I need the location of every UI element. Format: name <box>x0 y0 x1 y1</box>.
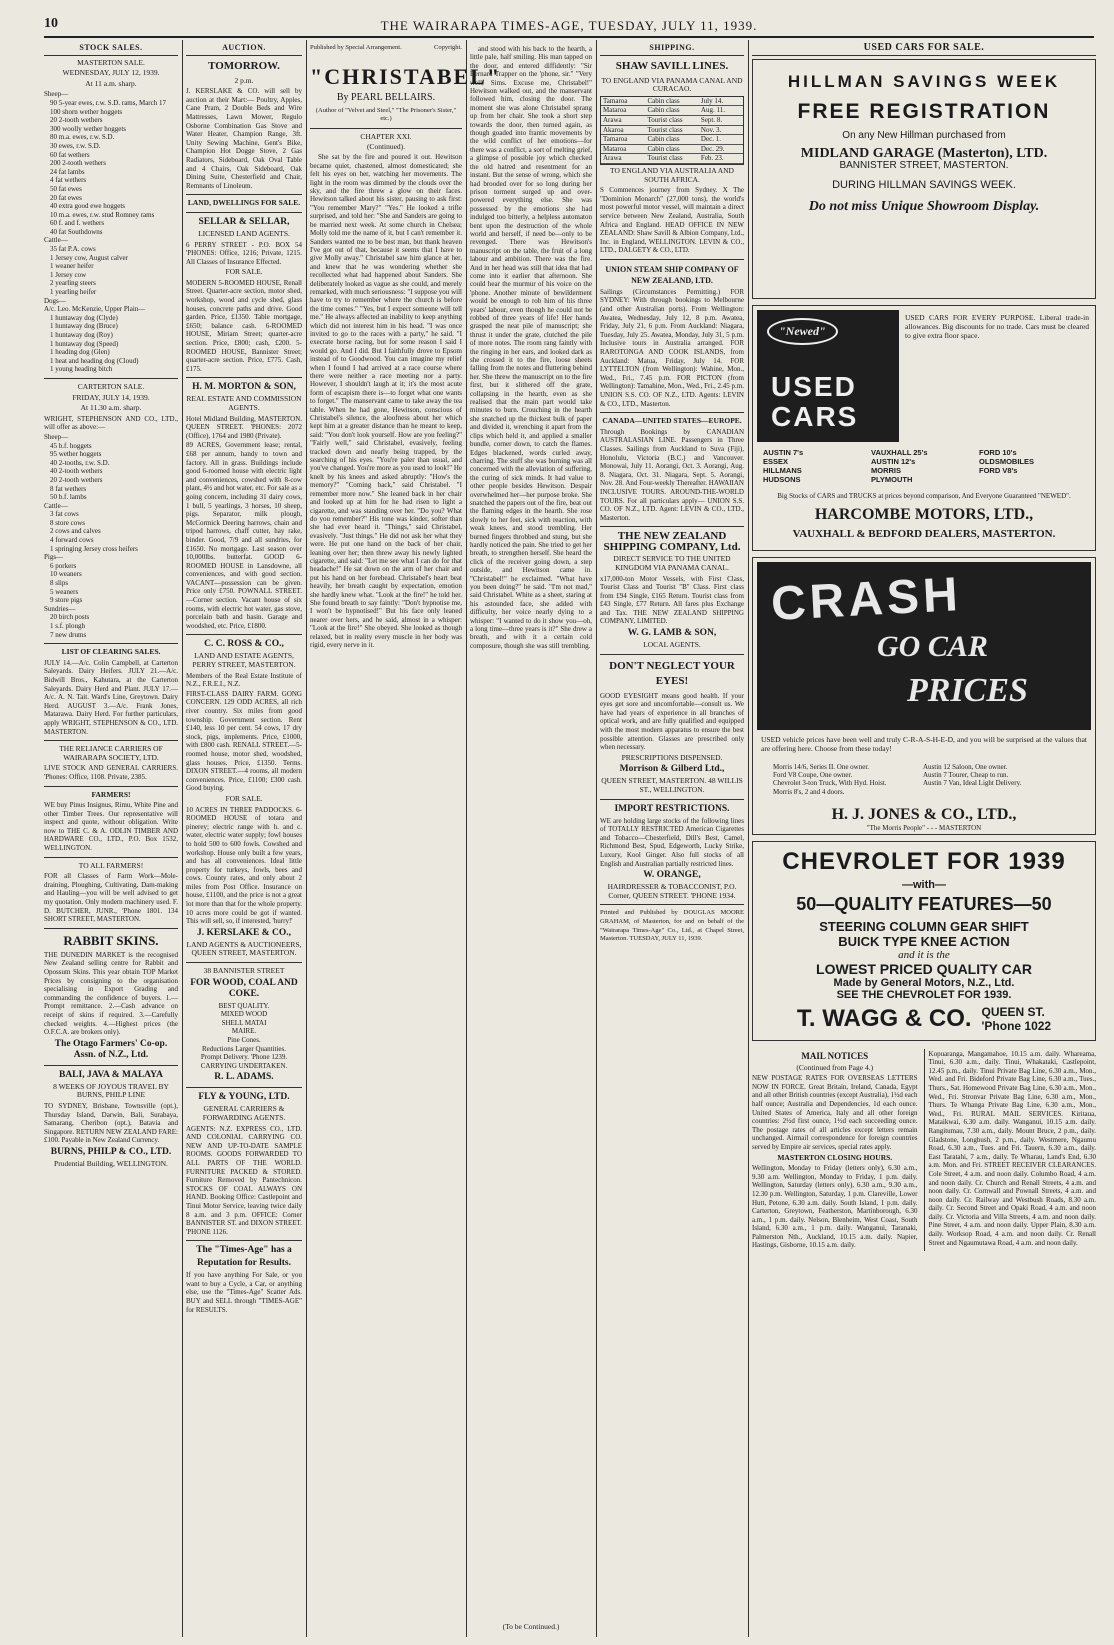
sale-line: 40 2-tooth wethers <box>50 467 103 476</box>
mail-notices-left <box>752 1049 918 1251</box>
union-text: Sailings (Circumstances Permitting.) FOR SYDNEY: With through bookings to Melbourne (and other Australian ports). From Wellington: Awatea, Wednesday, July 12, 8 p.m. Awatea, Friday, July 21, 6 p.m. From Auckland: Niagara, Tuesday, July 25. Awatea, Monday, July 31, 5 p.m. Inclusive tours in Australia arranged. FOR RAROTONGA AND COOK ISLANDS, from Auckland: Matua, Friday, July 14. FOR LYTTELTON (from Wellington): Wahine, Mon., Wed., Fri., 7.45 p.m. FOR PICTON (from Wellington): Tamahine, Mon., Wed., Fri., 2.45 p.m. UNION S.S. CO. OF N.Z., LTD. Agents: LEVIN & CO., LTD., Masterton. <box>600 287 744 408</box>
sailing-row <box>601 116 743 126</box>
column-rule <box>748 40 749 1637</box>
sale-line: 8 slips <box>50 579 69 588</box>
auction-column <box>186 44 302 1637</box>
steering-column: STEERING COLUMN GEAR SHIFT <box>819 918 1029 934</box>
sale-line: 4 forward cows <box>50 536 94 545</box>
lamb-agent: W. G. LAMB & SON, <box>627 628 717 639</box>
sale-line: 60 f. and f. wethers <box>50 219 105 228</box>
wood-line: Prompt Delivery. 'Phone 1239. <box>200 1053 288 1062</box>
sale-line: 45 b.f. hoggets <box>50 441 92 450</box>
car-model: HUDSONS <box>763 474 801 484</box>
used-cars-word: USED CARS <box>771 370 859 432</box>
imprint: Printed and Published by DOUGLAS MOORE GRAHAM, of Masterton, for and on behalf of the "Wairarapa Times-Age" Co., Ltd., at Chapel Street, Masterton. TUESDAY, JULY 11, 1939. <box>600 909 744 943</box>
continued-note: (Continued). <box>366 142 406 152</box>
sale-line: 10 weaners <box>50 570 82 579</box>
buick-action: BUICK TYPE KNEE ACTION <box>838 933 1010 949</box>
sailing-cell: Arawa <box>603 115 622 124</box>
tomorrow-text: J. KERSLAKE & CO. will sell by auction at their Mart:— Poultry, Apples, Cane Pram, 2 Double Beds and Wire Mattresses, Lawn Mower, Regulo Osborne Combination Gas Stove and Water Heater, Champion Range, 3ft. Unity Sewing Machine, Gent's Bike, Champion Hot Dogge Stove, 2 Gas Radiators, Sideboard, Oak Oval Table and 4 Chairs, Oak Sideboard, Oak Dining Suite, Chesterfield and Chair, Remnants of Linoleum. <box>186 87 302 190</box>
prices-word: PRICES <box>907 671 1028 709</box>
jones-name: H. J. JONES & CO., LTD., <box>831 805 1017 823</box>
canada-text: Through Bookings by CANADIAN AUSTRALASIAN LINE. Passengers in Three Classes. Sailings from Auckland to Suva (Fiji), Honolulu, Victoria (B.C.) and Vancouver. Monowai, July 11. Aorangi, Oct. 3. Aorangi, Aug. 8. Niagara, Oct. 31. Niagara, Sept. 5. Aorangi, Nov. 28. And Four-weekly Thereafter. HAWAIIAN INCLUSIVE TOURS. AROUND-THE-WORLD TOURS. For all particulars apply— UNION S.S. CO. OF N.Z., LTD. Agent: LEVIN & CO., LTD., Masterton. <box>600 427 744 522</box>
sale-line: 30 ewes, r.w. S.D. <box>50 141 101 150</box>
carterton-sale-title: CARTERTON SALE. <box>77 381 145 391</box>
auction-header: AUCTION. <box>186 44 302 56</box>
morton-text: Hotel Midland Building, MASTERTON. QUEEN STREET. 'PHONES: 2072 (Office), 1764 and 1980 (Private). <box>186 414 302 440</box>
shipping-header: SHIPPING. <box>600 44 744 56</box>
sale-line: 1 weaner heifer <box>50 262 94 271</box>
sale-line: 95 wether hoggets <box>50 450 102 459</box>
sailing-cell: Dec. 29. <box>700 144 725 153</box>
mail-continued: (Continued from Page 4.) <box>796 1062 874 1072</box>
import-title: IMPORT RESTRICTIONS. <box>614 803 730 814</box>
sailing-cell: Sept. 8. <box>700 115 723 124</box>
sale-line: 40 2-tooths, r.w. S.D. <box>50 458 110 467</box>
timesage-line2: Reputation for Results. <box>196 1258 292 1269</box>
nz-shipping-title: THE NEW ZEALAND SHIPPING COMPANY, Ltd. <box>603 530 741 554</box>
ross-title: C. C. ROSS & CO., <box>204 639 284 650</box>
sale-line: 10 m.a. ewes, r.w. stud Romney rams <box>50 210 155 219</box>
sale-line: 1 huntaway dog (Bruce) <box>50 322 118 331</box>
car-listing: Morris 14/6, Series II. One owner. <box>773 762 870 771</box>
midland-street: BANNISTER STREET, MASTERTON. <box>839 160 1009 172</box>
wood-address: 38 BANNISTER STREET <box>203 966 285 976</box>
car-listing: Austin 7 Tourer, Cheap to run. <box>923 771 1009 779</box>
car-model: PLYMOUTH <box>871 474 913 484</box>
see-chevrolet: SEE THE CHEVROLET FOR 1939. <box>836 988 1012 1001</box>
wagg-phone: 'Phone 1022 <box>981 1018 1052 1033</box>
carterton-sale-date: FRIDAY, JULY 14, 1939. <box>72 392 150 402</box>
sale-line: 1 Jersey cow <box>50 270 87 279</box>
bali-text: TO SYDNEY, Brisbane, Townsville (opt.), Thursday Island, Darwin, Bali, Surabaya, Samarang, Cheribon (opt.), Batavia and Singapore. RETURN NEW ZEALAND FARE: £100. Payable in New Zealand Currency. <box>44 1101 178 1145</box>
car-listing: Austin 7 Van, Ideal Light Delivery. <box>923 779 1022 788</box>
morrison-name: Morrison & Gilberd Ltd., <box>619 764 725 775</box>
carterton-sale-time: At 11.30 a.m. sharp. <box>80 403 142 413</box>
serial-story-continuation <box>470 44 592 1637</box>
sailing-cell: Cabin class <box>647 144 680 153</box>
sailing-cell: Cabin class <box>647 106 680 115</box>
fly-young-sub: GENERAL CARRIERS & FORWARDING AGENTS. <box>202 1104 286 1122</box>
sale-line: 2 cows and calves <box>50 527 101 536</box>
chev-and-it-is: and it is the <box>898 948 950 961</box>
sale-line: 1 huntaway dog (Speed) <box>50 339 119 348</box>
mail-notices <box>752 1049 1096 1251</box>
car-model: ESSEX <box>763 456 789 466</box>
wood-line: Reductions Larger Quantities. <box>201 1044 287 1053</box>
go-car-word: GO CAR <box>877 629 988 663</box>
wood-line: SHELL MATAI <box>221 1018 267 1027</box>
adams-name: R. L. ADAMS. <box>214 1072 274 1083</box>
sale-line: 1 s.f. plough <box>50 622 85 630</box>
sale-line: 1 heat and heading dog (Cloud) <box>50 356 139 365</box>
sailing-cell: Feb. 23. <box>700 154 724 163</box>
harcombe-ad <box>752 305 1096 551</box>
shaw-savill-sub2: TO ENGLAND VIA AUSTRALIA AND SOUTH AFRICA. <box>610 165 734 184</box>
sailing-cell: Mataroa <box>603 144 627 153</box>
sailing-row <box>601 106 743 116</box>
sailing-cell: Nov. 3. <box>700 125 722 134</box>
burns-philp-name: BURNS, PHILP & CO., LTD. <box>50 1146 172 1157</box>
car-model: OLDSMOBILES <box>979 456 1035 466</box>
harcombe-car-list <box>763 448 1087 484</box>
sale-line: 200 2-tooth wethers <box>50 159 106 168</box>
sailing-row <box>601 126 743 136</box>
farmers-text: WE buy Pinus Insignus, Rimu, White Pine and other Timber Trees. Our representative will inspect and quote, without obligation. Write now to THE C. & A. ODLIN TIMBER AND HARDWARE CO., LTD., P.O. Box 1532, WELLINGTON. <box>44 801 178 853</box>
wood-line: MIXED WOOD <box>220 1010 268 1019</box>
forsale-text: 10 ACRES IN THREE PADDOCKS. 6-ROOMED HOUSE of totara and pinerey; electric range with h. and c. water, electric water supply; fowl houses to hold 500 to 600 fowls. Cowshed and workshop. House only built a few years, and has all conveniences. Ideal little property for turkeys, fowls, bees and cows. County rates, and only about 2 miles from Post Office. Insurance on house, £1100, and the price is not a great lot more than that for the whole property. 10 acres more could be got if wanted. This will sell, so, if interested, 'hurry!' <box>186 805 302 926</box>
sellar-listing: MODERN 5-ROOMED HOUSE, Renall Street. Quarter-acre section, motor shed, workshop, wood and cycle shed, glass houses, concrete paths and drive. Good garden. Price, £1350. Table mortgage, £650; balance cash. 6-ROOMED HOUSE, Miriam Street; quarter-acre section. Price, £800; cash, £200. 5-ROOMED HOUSE, Bannister Street; quarter-acre section. Price, £775. Cash, £175. <box>186 278 302 373</box>
carriers-title: THE RELIANCE CARRIERS OF WAIRARAPA SOCIETY, LTD. <box>59 744 163 762</box>
newed-badge: "Newed" <box>767 318 838 345</box>
lamb-agent-sub: LOCAL AGENTS. <box>643 640 701 650</box>
column-rule <box>182 40 183 1637</box>
crash-word: CRASH <box>769 567 963 631</box>
shipping-column <box>600 44 744 1637</box>
sale-line: 20 2-tooth wethers <box>50 116 103 125</box>
car-listing: Ford V8 Coupe, One owner. <box>773 771 853 779</box>
orange-address: HAIRDRESSER & TOBACCONIST, P.O. Corner, QUEEN STREET. 'PHONE 1934. <box>607 882 737 900</box>
morton-listing: 89 ACRES, Government lease; rental, £68 per annum, handy to town and factory. All in grass. Buildings include good 6-roomed house with electric light and conveniences, cowshed with 8-cow plant, 4½ and hot water, etc. For sale as a going concern, including 31 dairy cows, 1 bull, 5 yearlings, 3 horses, 10 sheep, pigs. Separator, milk plough, McCormick Deering harrows, chain and tripod harrows, chaff cutter, hay rake, binder. Good, 7/9 and all sundries, for £1650. No mortgage. Last season over 10,000lbs. butterfat. GOOD 6-ROOMED HOUSE in Lansdowne, all conveniences, and with good section. VACANT—possession can be given. Price only £750. POWNALL STREET.—Corner section. Vacant house of six rooms, with electric hot water, gas stove, porcelain bath and basin. Garage and woodshed, etc. Price, £1800. <box>186 441 302 630</box>
serial-title: "CHRISTABEL" <box>310 64 502 90</box>
sale-line: 35 fat P.A. cows <box>50 245 96 254</box>
sailing-row <box>601 135 743 145</box>
car-model: FORD V8's <box>979 465 1018 475</box>
eyes-title: DON'T NEGLECT YOUR EYES! <box>609 659 735 687</box>
nz-shipping-sub: DIRECT SERVICE TO THE UNITED KINGDOM VIA PANAMA CANAL. <box>613 554 731 572</box>
sale-line: 1 Jersey cow, August calver <box>50 253 128 262</box>
fly-young-title: FLY & YOUNG, LTD. <box>198 1092 290 1103</box>
carterton-list <box>44 433 178 639</box>
sale-line: 40 fat Southdowns <box>50 227 103 236</box>
car-model: MORRIS <box>871 465 901 475</box>
shaw-savill-title: SHAW SAVILL LINES. <box>615 59 729 72</box>
sailing-cell: Dec. 1. <box>700 135 721 144</box>
motoring-column <box>752 44 1096 1637</box>
sailing-cell: Cabin class <box>647 135 680 144</box>
midland-garage: MIDLAND GARAGE (Masterton), LTD. <box>800 146 1048 162</box>
crash-text: USED vehicle prices have been well and truly C-R-A-S-H-E-D, and you will be surprised at the values that are offering here. Choose from these today! <box>761 734 1087 753</box>
sale-line: 5 weaners <box>50 587 79 596</box>
sailing-cell: Aug. 11. <box>700 106 725 115</box>
sale-line: 2 yearling steers <box>50 279 96 288</box>
tomorrow-title: TOMORROW. <box>208 59 280 72</box>
sale-line: A/c. Leo. McKenzie, Upper Plain— <box>44 305 146 314</box>
import-text: WE are holding large stocks of the following lines of TOTALLY RESTRICTED American Cigarettes and Tobacco—Chesterfield, Dill's Best, Camel, Richmond Best, Spud, Edgeworth, Lucky Strike, Luxury, Kool Ginger. Also full stocks of all English and Australian partially restricted lines. <box>600 816 744 868</box>
masterton-sale-time: At 11 a.m. sharp. <box>85 78 137 88</box>
column-rule <box>466 40 467 1637</box>
sale-line: 50 b.f. lambs <box>50 493 87 502</box>
sailing-row <box>601 97 743 107</box>
harcombe-small: Big Stocks of CARS and TRUCKS at prices beyond comparison, And Everyone Guaranteed "NEWED". <box>777 491 1071 500</box>
wood-list <box>186 1002 302 1071</box>
car-listing: Austin 12 Saloon, One owner. <box>923 762 1008 771</box>
sale-line: Sheep— <box>44 90 69 99</box>
postage-rates-text: NEW POSTAGE RATES FOR OVERSEAS LETTERS NOW IN FORCE. Great Britain, Ireland, Canada, Egypt and all other British countries (except Australia), 1½d each half ounce; Australia and Dependencies, 1d each ounce. United States of America, Italy and all other foreign countries: 2½d first ounce, 1½d each succeeding ounce. The postage rates of all articles except letters remain unchanged. Airmail correspondence for foreign countries served by Empire air services, special rates apply. <box>752 1074 918 1151</box>
burns-philp-address: Prudential Building, WELLINGTON. <box>54 1158 168 1168</box>
copyright-note: Copyright. <box>434 44 462 51</box>
sale-line: 4 fat wethers <box>50 176 87 185</box>
jones-ad <box>752 557 1096 835</box>
ross-text: Members of the Real Estate Institute of N.Z., F.R.E.I., N.Z. <box>186 671 302 689</box>
sale-line: 60 fat wethers <box>50 150 90 159</box>
harcombe-text: USED CARS FOR EVERY PURPOSE. Liberal trade-in allowances. Big discounts for no trade. Cars must be cleared to give extra floor space. <box>905 312 1089 340</box>
eyes-text: GOOD EYESIGHT means good health. If your eyes get sore and uncomfortable—consult us. We have had years of experience in all branches of optical work, and are fully qualified and equipped with the most modern apparatus to ensure the best possible attention. Glasses are prescribed only when necessary. <box>600 691 744 752</box>
morrison-address: QUEEN STREET, MASTERTON. 48 WILLIS ST., WELLINGTON. <box>601 776 743 794</box>
serial-continuation-text: and stood with his back to the hearth, a little pale, half smiling. His man tapped on the door, and entered diffidently: "Sir Bernard Trapper on the 'phone, sir." "Very well, Sims. Excuse me, Christabel!" Hewitson walked out, and the manservant followed him, closing the door. The moment she was alone Christabel sprang up from her chair. She took a short step towards the door, then turned again, as though goaded into frantic movements by the wild conflict of her emotions—for there was a conflict, a sort of melting grief, a glimpse of possible joy which checked the old hatred and resentment for an instant. But the sense of wrong, which she had brooded over for so long during her prison torment surged up and over-powered everything else. She was possessed by the emotions she had indulged too bitterly, a helpless automaton bent upon the destruction of the whole world and herself, if need be—only to be revenged. There was Hewitson's manuscript on the table, the fruit of a long labour and ambition. There was the fire. And in her head was still that idea that had come into it earlier that afternoon. She could hear the murmur of his voice on the 'phone. Another minute of bewilderment would be enough to rob him of his three years' labour, even though he could not be robbed of three years of life! Her hands grasped the neat pile of manuscript; she thrust it under the grate, clutched the pile of more notes. The room rang faintly with the ringing in her ears, and looked dark as she crossed it to the fire, loose sheets falling from the notes and fluttering behind her. She threw the manuscript on to the fire first, but it slithered off the grate, collapsing in the hearth, even as she realised that the main part would take minutes to burn. Crouching in the hearth she snatched up the thickest bulk of paper and divided it, wrenching it apart from the clips which held it, and applied a smaller bundle, corner down, to catch the flames. Edges blackened, words curled away, charring. The stuff she was burning was all concerned with the alleviation of suffering, the curing of sick minds. It had value to other people besides Hewitson. Despair overwhelmed her—her purpose broke. She snatched the papers out of the fire, beat out the flaming edges in the hearth. She rose slowly to her feet, sick with reaction, with weak knees, and stood trembling. Her burned fingers throbbed and stung, but she hardly noticed the pain. She tried to get her breath, to strengthen herself. She heard the click of the receiver going down, a step outside, and Hewitson came in. "Christabel!" he exclaimed. "What have you been doing?" he said. "I'm not mad," said Christabel. White as a sheet, staring at his astounded face, she added with difficulty, her voice nearly dying to a whisper: "I wanted to do it show you—oh, a long time—three years is it?" She drew a breath, and with it a certain cold composure, though she was still trembling. <box>470 45 592 650</box>
crash-prices-illustration <box>757 562 1091 730</box>
sale-line: Pigs— <box>44 553 64 562</box>
carterton-text: WRIGHT, STEPHENSON AND CO., LTD., will offer as above:— <box>44 414 178 432</box>
sailing-cell: Arawa <box>603 154 622 163</box>
sale-line: 1 young heading bitch <box>50 365 113 374</box>
masterton-sale-title: MASTERTON SALE. <box>77 57 145 67</box>
sailing-cell: Tourist class <box>647 154 683 163</box>
prescriptions: PRESCRIPTIONS DISPENSED. <box>621 752 723 762</box>
timesage-line1: The "Times-Age" has a <box>196 1245 292 1256</box>
rabbit-skins-text: THE DUNEDIN MARKET is the recognised New Zealand selling centre for Rabbit and Opossum Skins. This year obtain TOP Market Prices by consigning to the organisation specialising in Export Grading and commanding the confidence of buyers. 1.—Prompt remittance. 2.—Cash advance on receipt of skins if required. 3.—Carefully checked weights. 4.—Highest prices (the O.F.C.A. are brokers only). <box>44 950 178 1037</box>
sale-line: Cattle— <box>44 236 68 245</box>
hillman-ad <box>752 59 1096 299</box>
bali-title: BALI, JAVA & MALAYA <box>58 1069 163 1080</box>
sellar-sub: LICENSED LAND AGENTS. <box>198 228 290 238</box>
sale-line: 8 store cows <box>50 518 85 527</box>
column-rule <box>596 40 597 1637</box>
column-rule <box>306 40 307 1637</box>
hillman-on: On any New Hillman purchased from <box>842 129 1006 141</box>
quality-features: 50—QUALITY FEATURES—50 <box>796 893 1052 914</box>
to-be-continued: (To be Continued.) <box>470 1623 592 1631</box>
author-note: (Author of "Velvet and Steel," "The Prisoner's Sister," etc.) <box>315 106 457 123</box>
clearing-sales-text: JULY 14.—A/c. Colin Campbell, at Carterton Saleyards. Dairy Heifers. JULY 21.—A/c. Bidwill Bros., Kahutara, at the Carterton Saleyards. Dairy Herd and Plant. JULY 17.—A/c. A. N. Tait. Ward's Line, Greytown. Dairy Herd. AUGUST 3.—A/c. Frank Jones, Matarawa. Dairy Herd. For further particulars, apply WRIGHT, STEPHENSON & CO., LTD. MASTERTON. <box>44 658 178 736</box>
serial-byline: By PEARL BELLAIRS. <box>336 92 436 104</box>
closing-hours-title: MASTERTON CLOSING HOURS. <box>777 1152 893 1162</box>
carriers-text: LIVE STOCK AND GENERAL CARRIERS. 'Phones: Office, 1108. Private, 2385. <box>44 764 178 781</box>
harcombe-name: HARCOMBE MOTORS, LTD., <box>814 505 1034 523</box>
sailing-cell: Tourist class <box>647 125 683 134</box>
morton-sub: REAL ESTATE AND COMMISSION AGENTS. <box>186 394 302 412</box>
mail-notices-right <box>924 1049 1096 1251</box>
sale-line: Sundries— <box>44 604 76 613</box>
dogs-list <box>44 297 178 374</box>
wagg-street: QUEEN ST. <box>981 1004 1045 1019</box>
sailing-cell: Cabin class <box>647 96 680 105</box>
sale-line: Dogs— <box>44 296 66 305</box>
sale-line: 300 woolly wether hoggets <box>50 124 127 133</box>
forsale-title: FOR SALE. <box>225 793 263 803</box>
shaw-savill-sub: TO ENGLAND VIA PANAMA CANAL AND CURACAO. <box>601 75 743 94</box>
rabbit-skins-title: RABBIT SKINS. <box>63 932 159 948</box>
masterton-sale-date: WEDNESDAY, JULY 12, 1939. <box>62 68 160 78</box>
timesage-text: If you have anything For Sale, or you want to buy a Cycle, a Car, or anything else, use the "Times-Age" Scatter Ads. BUY and SELL through "TIMES-AGE" for RESULTS. <box>186 1271 302 1314</box>
ross-sub: LAND AND ESTATE AGENTS, PERRY STREET, MASTERTON. <box>192 651 296 670</box>
sellar-forsale: FOR SALE. <box>225 267 263 277</box>
stock-sales-header: STOCK SALES. <box>44 44 178 56</box>
otago-farmers-name: The Otago Farmers' Co-op. Assn. of N.Z., Ltd. <box>54 1038 168 1060</box>
wood-line: BEST QUALITY. <box>218 1001 270 1010</box>
free-registration: FREE REGISTRATION <box>797 99 1051 123</box>
sailing-cell: July 14. <box>700 96 724 105</box>
sale-line: 1 springing Jersey cross heifers <box>50 544 138 553</box>
car-model: HILLMANS <box>763 465 802 475</box>
used-cars-header: USED CARS FOR SALE. <box>752 44 1096 56</box>
sale-line: 1 huntaway dog (Clyde) <box>50 313 118 322</box>
lowest-priced: LOWEST PRICED QUALITY CAR <box>816 960 1032 977</box>
rural-mail-text: Kopuaranga, Mangamahoe, 10.15 a.m. daily. Whareama, Tinui, 6.30 a.m., daily. Tinui, Whakataki, Castlepoint, 12.45 p.m., daily. Tinui Private Bag Line, 6.30 a.m., Mon., Wed. and Fri. Bideford Private Bag Line, 6.30 a.m., Tues., Thurs., Sat. Homewood Private Bag Line, 6.30 a.m., Mon., Wed., Fri. Stronvar Private Bag Line, 6.30 a.m., Mon., Thurs. Te Whanga Private Bag Line, 6.30 a.m., Mon., Wed., Fri. RURAL MAIL SERVICES. Kiritaua, Mataikwai, 6.30 a.m. daily. Wanganui, 10.15 a.m. daily. Rangitumau, 7.30 a.m., daily. Mount Bruce, 2 p.m., daily. Gladstone, Longbush, 2 p.m., daily. Westmere, Ngaumu Road, 6.30 a.m., Tues. and Fri. Tauern, 6.30 a.m., daily. East Taratahi, 7 a.m., daily. Te Wharau, Land's End, 6.30 a.m. Mon. and Fri. STREET RECEIVER CLEARANCES. Cole Street, 4 a.m. and noon daily. Columbo Road, 4 a.m. and noon daily. Cr. Church and Renall Streets, 4 a.m. and noon daily. Cr. Cornwall and Pownall Streets, 4 a.m. and noon daily. Cr. Railway and Westbush Roads, 8.30 a.m. daily. Cr. Second Street and Opaki Road, 4 a.m. and noon daily. Cr. Victoria and Villa Streets, 4 a.m. and noon daily. Pine Street, 4 a.m. and noon daily. Upper Plain, 8.30 a.m. daily. Worksop Road, 4 a.m. and noon daily. Cr. Renall Street and Ngaumutawa Road, 4 a.m. and noon daily. <box>928 1049 1096 1247</box>
clearing-sales-title: LIST OF CLEARING SALES. <box>61 647 161 657</box>
sale-line: 20 birch posts <box>50 613 90 622</box>
used-cars-illustration <box>757 310 899 442</box>
sailing-table <box>600 96 744 165</box>
car-listing: Morris 8's, 2 and 4 doors. <box>773 787 845 796</box>
sale-line: 20 2-tooth wethers <box>50 475 103 484</box>
serial-text: She sat by the fire and poured it out. Hewitson became quiet, chastened, almost domesticated; she felt his eyes on her, watching her movements. The light in the room was dimmed by the clouds over the sky, and the fire threw a glow on their faces. Hewitson talked about his sister, pausing to ask first: "You remember Mary?" "Yes." He looked a trifle surprised, and told her: "She and Sanders are going to be married next week. At some church in Chelsea; Molly told me the name of it, but I can't remember it. Sanders wanted me to be best man, but thank heaven I've got out of that, because it seems that I have to give Molly away." Christabel saw him glance at her, and knew that he was wondering whether she recollected what had happened about Sanders. She deliberately looked as vague as she could, and merely remarked, with much seriousness: "I suppose you will have to try to remember where the church is before the time comes." "Yes, but I expect someone will tell me." He always affected an inability to keep anything which did not interest him in his head. "I was once invited to go to the races with a party," he said. "I execrate horse racing, but for some reason I said I would go. And I did. But I faithfully drove to Epsom instead of to Goodwood. You can imagine my relief when I found I had arrived at a race course where there were neither a race meeting nor a party. However, I shouldn't laugh at it; it's the most acute form of escapism there is—to forget what one wants to forget." The manservant came to take away the tea table. When he had gone, Hewitson, conscious of Christabel's silence, the aloofness about her which kept him at a greater distance than he meant to keep, said: "You don't look yourself. How are you feeling?" "Fairly well," said Christabel, evasively, feeling tracked down and nearly being trapped, by the searching of his eyes. "You're paler than usual, and you've changed. You're more as you used to look!" He knelt by his knees and asked abruptly: "How's the memory?" "Coming back," said Christabel. "I remember more now." She leaned back in her chair and looked up at him for he had risen to light a cigarette, and was standing over her. "Do you? What do you remember?" His tone was kinder, softer than she had ever heard it. "Things," said Christabel, evasively. "Just things." He did not ask her what they were. He put one hand on the back of her chair, leaning over her; then threw away his newly lighted cigarette, and said: "Let me see what I can do for that headache!" He sat down on the arm of her chair and put his hand on her forehead. Christabel's heart beat heavily, her breath caught by expectation, emotion she hardly knew what. "Look at the fire!" he told her. She found breath to say faintly: "Don't hypnotise me, I won't be hypnotised!" But his face only leaned nearer over hers, and he said, almost in a whisper: "Look at the fire!" She obeyed. She looked as though relaxed, but in reality every muscle in her body was rigid, every nerve in it. <box>310 153 462 649</box>
farmers-title: FARMERS! <box>91 789 131 799</box>
sale-line: 20 fat ewes <box>50 193 82 202</box>
closing-hours-text: Wellington, Monday to Friday (letters only), 6.30 a.m., 9.30 a.m. Wellington, Monday to Friday, 1 p.m. daily. Wellington, Saturday (letters only), 6.30 a.m., 9.30 a.m., 12.30 p.m. Wellington, Saturday, 1 p.m. Clareville, Lower Hutt, Petone, 6.30 a.m. daily. South Island, 1 p.m. daily. Carterton, Greytown, Featherston, Martinborough, 6.30 a.m., 1 p.m. daily. Nelson, Blenheim, West Coast, South Island, 6.30 a.m., 1 p.m. daily. Wanganui, Taranaki, Palmerston Nth., Auckland, 10.15 a.m. daily. Napier, Hastings, Gisborne, 10.15 a.m. daily. <box>752 1164 918 1250</box>
wood-line: MAIRE. <box>231 1027 257 1036</box>
chevrolet-title: CHEVROLET FOR 1939 <box>782 847 1066 875</box>
sale-line: Sheep— <box>44 432 69 441</box>
newspaper-title: THE WAIRARAPA TIMES-AGE, TUESDAY, JULY 11, 1939. <box>380 18 758 33</box>
cattle-list <box>44 236 178 296</box>
sale-line: 50 fat ewes <box>50 184 82 193</box>
canada-title: CANADA—UNITED STATES—EUROPE. <box>602 416 742 426</box>
sailing-cell: Tamaroa <box>603 96 628 105</box>
chevrolet-with: —with— <box>902 878 946 891</box>
mail-title: MAIL NOTICES <box>801 1050 869 1061</box>
morton-title: H. M. MORTON & SON, <box>192 382 296 393</box>
shaw-savill-text: S Commences journey from Sydney. X The "Dominion Monarch" (27,000 tons), the world's most powerful motor vessel, will maintain a direct service between New Zealand, Australia, South Africa and England. HEAD OFFICE IN NEW ZEALAND: Shaw Savill & Albion Company, Ltd., Inc. in England, WELLINGTON. LEVIN & CO., LTD., DALGETY & CO., LTD. <box>600 186 744 255</box>
jones-car-list <box>773 763 1073 797</box>
orange-name: W. ORANGE, <box>643 870 701 881</box>
fly-young-text: AGENTS: N.Z. EXPRESS CO., LTD. AND COLONIAL CARRYING CO. NEW AND UP-TO-DATE SAMPLE ROOMS. GOODS FORWARDED TO ALL PARTS OF THE WORLD. FURNITURE PACKED & STORED. Furniture Removed by Pantechnicon. STOCKS OF COAL ALWAYS ON HAND. Booking Office: Castlepoint and Tinui Motor Service, leaving twice daily 8 a.m. and 3 p.m. OFFICE: Corner BANNISTER ST. and DIXON STREET. 'PHONE 1126. <box>186 1124 302 1236</box>
hillman-during: DURING HILLMAN SAVINGS WEEK. <box>832 178 1016 191</box>
made-by-gm: Made by General Motors, N.Z., Ltd. <box>833 976 1015 989</box>
sale-line: Cattle— <box>44 501 68 510</box>
kerslake-title: J. KERSLAKE & CO., <box>197 927 291 938</box>
sailing-cell: Tourist class <box>647 115 683 124</box>
serial-story-column <box>310 44 502 1637</box>
wagg-name: T. WAGG & CO. <box>796 1004 972 1032</box>
sale-line: 80 m.a. ewes, r.w. S.D. <box>50 133 115 142</box>
sailing-row <box>601 154 743 164</box>
sailing-cell: Mataroa <box>603 106 627 115</box>
wood-line: CARRYING UNDERTAKEN. <box>200 1061 288 1070</box>
sale-line: 9 store pigs <box>50 596 83 605</box>
union-title: UNION STEAM SHIP COMPANY OF NEW ZEALAND, LTD. <box>605 264 739 285</box>
kerslake-sub: LAND AGENTS & AUCTIONEERS, QUEEN STREET, MASTERTON. <box>186 939 302 958</box>
jones-sub: "The Morris People" - - - MASTERTON <box>866 823 982 832</box>
sale-line: 1 huntaway dog (Roy) <box>50 331 113 339</box>
sale-line: 8 fat wethers <box>50 484 87 493</box>
harcombe-sub: VAUXHALL & BEDFORD DEALERS, MASTERTON. <box>792 527 1056 540</box>
sheep-list <box>44 90 178 236</box>
bali-sub: 8 WEEKS OF JOYOUS TRAVEL BY BURNS, PHILP LINE <box>53 1081 169 1100</box>
sailing-cell: Akaroa <box>603 125 624 134</box>
sellar-text: 6 PERRY STREET - P.O. BOX 54 'PHONES: Office, 1216; Private, 1215. All Classes of Insurance Effected. <box>186 240 302 266</box>
car-model: AUSTIN 12's <box>871 456 916 466</box>
published-note: Published by Special Arrangement. <box>310 44 402 51</box>
sailing-row <box>601 145 743 155</box>
car-model: AUSTIN 7's <box>763 447 804 457</box>
sale-line: 100 shorn wether hoggets <box>50 107 123 116</box>
car-model: VAUXHALL 25's <box>871 447 928 457</box>
sellar-title: SELLAR & SELLAR, <box>198 216 290 227</box>
all-farmers-title: TO ALL FARMERS! <box>78 860 144 870</box>
car-model: FORD 10's <box>979 447 1017 457</box>
nz-shipping-text: x17,000-ton Motor Vessels, with First Class, Tourist Class and Tourist "B" Class. First class from £94 Single, £165 Return. Tourist class from £43 Single, £77 Return. All fares plus Exchange and Tax. THE NEW ZEALAND SHIPPING COMPANY, LIMITED. <box>600 574 744 626</box>
hillman-title: HILLMAN SAVINGS WEEK <box>787 71 1061 91</box>
chapter-number: CHAPTER XXI. <box>360 131 412 141</box>
sailing-cell: Tamaroa <box>603 135 628 144</box>
sale-line: 3 fat cows <box>50 510 79 519</box>
sale-line: 24 fat lambs <box>50 167 85 176</box>
chevrolet-ad <box>752 841 1096 1041</box>
sale-line: 7 new drums <box>50 630 87 639</box>
tomorrow-time: 2 p.m. <box>234 75 254 85</box>
page-number: 10 <box>44 16 58 31</box>
stock-sales-column <box>44 44 178 1637</box>
hillman-dont-miss: Do not miss Unique Showroom Display. <box>808 199 1040 215</box>
sale-line: 6 porkers <box>50 561 77 570</box>
land-header: LAND, DWELLINGS FOR SALE. <box>187 198 301 208</box>
sale-line: 1 yearling heifer <box>50 288 97 297</box>
sale-line: 40 extra good ewe hoggets <box>50 202 126 211</box>
wood-title: FOR WOOD, COAL AND COKE. <box>190 977 298 999</box>
ross-listing: FIRST-CLASS DAIRY FARM. GONG CONCERN. 129 ODD ACRES, all rich river country. Six miles from good township. Government section. Rent £140, less 10 per cent. 54 cows, 17 dry stock, pigs, implements. Price, £1000, with £800 cash. RENALL STREET.—5-roomed house, motor shed, woodshed, glass houses. Price, £1350. Terms. DIXON STREET.—4 rooms, all modern conveniences. Price, £1100; £300 cash. Good buying. <box>186 689 302 793</box>
car-listing: Chevrolet 3-ton Truck, With Hyd. Hoist. <box>773 779 887 788</box>
sale-line: 90 5-year ewes, r.w. S.D. rams, March 17 <box>50 98 166 107</box>
all-farmers-text: FOR all Classes of Farm Work—Mole-draining, Ploughing, Cultivating, Dam-making and Hauling—you will be well advised to get my quotation. Only modern machinery used. F. D. BUTCHER, JUNR., 'Phone 1801. 134 SHORT STREET, MASTERTON. <box>44 872 178 924</box>
masthead <box>44 14 1094 38</box>
sale-line: 1 heading dog (Glen) <box>50 348 110 357</box>
wood-line: Pine Cones. <box>227 1036 261 1044</box>
